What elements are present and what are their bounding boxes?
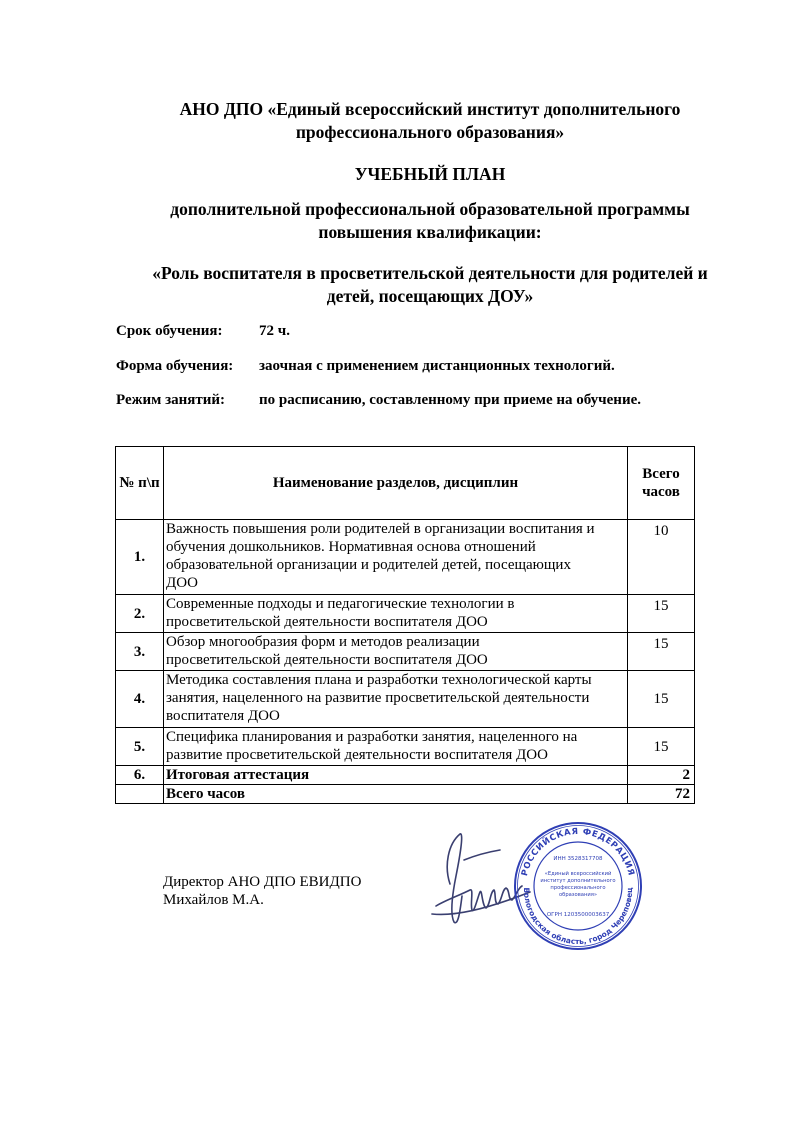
signer-position: Директор АНО ДПО ЕВИДПО [163, 874, 362, 890]
row-number: 3. [116, 633, 164, 671]
table-row [116, 595, 695, 633]
header-hours [628, 447, 695, 520]
total-hours: 72 [628, 785, 695, 804]
total-row [116, 785, 695, 804]
program-name [110, 262, 750, 308]
row-text-line: просветительской деятельности воспитателя ДОО [166, 652, 488, 668]
attestation-number: 6. [116, 766, 164, 785]
row-text-line: развитие просветительской деятельности воспитателя ДОО [166, 747, 548, 763]
schedule-value: по расписанию, составленному при приеме на обучение. [259, 392, 641, 408]
header-hours-line-2: часов [642, 484, 680, 500]
program-type [110, 198, 750, 244]
row-text-line: воспитателя ДОО [166, 708, 280, 724]
header-number: № п\п [116, 447, 164, 520]
row-section-name [164, 633, 628, 671]
row-text-line: просветительской деятельности воспитателя ДОО [166, 614, 488, 630]
header-hours-line-1: Всего [642, 466, 680, 482]
row-text-line: ДОО [166, 575, 198, 591]
seal-inn: ИНН 3528317708 [553, 856, 603, 862]
signature-stroke [436, 886, 522, 911]
study-form-label: Форма обучения: [116, 358, 234, 374]
seal-ogrn: ОГРН 1203500003637 [546, 912, 610, 918]
duration-value: 72 ч. [259, 323, 290, 339]
row-hours: 15 [628, 671, 695, 728]
attestation-row [116, 766, 695, 785]
seal-center-line: «Единый всероссийский [544, 871, 612, 877]
row-section-name [164, 728, 628, 766]
program-type-line-1: дополнительной профессиональной образовательной программы [170, 199, 690, 219]
row-section-name [164, 595, 628, 633]
signer-block [163, 873, 361, 909]
schedule-label: Режим занятий: [116, 392, 226, 408]
table-header-row [116, 447, 695, 520]
seal-center-line: образования» [558, 892, 598, 898]
organization-title [110, 98, 750, 144]
program-name-line-2: детей, посещающих ДОУ» [326, 286, 534, 306]
row-number: 2. [116, 595, 164, 633]
signature-stroke [464, 850, 500, 860]
row-text-line: обучения дошкольников. Нормативная основа отношений [166, 539, 536, 555]
row-text-line: Методика составления плана и разработки технологической карты [166, 672, 592, 688]
row-number: 1. [116, 520, 164, 595]
signature-stroke [447, 834, 462, 923]
study-form-value: заочная с применением дистанционных технологий. [259, 358, 615, 374]
row-text-line: образовательной организации и родителей детей, посещающих [166, 557, 571, 573]
attestation-hours: 2 [628, 766, 695, 785]
header-section-name: Наименование разделов, дисциплин [164, 447, 628, 520]
row-text-line: Важность повышения роли родителей в организации воспитания и [166, 521, 595, 537]
row-text-line: Специфика планирования и разработки занятия, нацеленного на [166, 729, 578, 745]
row-number: 5. [116, 728, 164, 766]
row-hours: 15 [628, 728, 695, 766]
row-text-line: Современные подходы и педагогические технологии в [166, 596, 515, 612]
organization-title-line-1: АНО ДПО «Единый всероссийский институт дополнительного [179, 99, 681, 119]
table-row [116, 728, 695, 766]
table-row [116, 633, 695, 671]
row-hours: 10 [628, 520, 695, 595]
organization-title-line-2: профессионального образования» [295, 122, 565, 142]
program-name-line-1: «Роль воспитателя в просветительской деятельности для родителей и [152, 263, 708, 283]
signer-name: Михайлов М.А. [163, 892, 264, 908]
row-text-line: занятия, нацеленного на развитие просветительской деятельности [166, 690, 590, 706]
seal-top-text: РОССИЙСКАЯ ФЕДЕРАЦИЯ [520, 826, 636, 878]
row-section-name [164, 520, 628, 595]
row-number: 4. [116, 671, 164, 728]
seal-bottom-text: Вологодская область, город Череповец [521, 887, 635, 947]
row-hours: 15 [628, 595, 695, 633]
curriculum-table [115, 446, 695, 804]
total-label: Всего часов [164, 785, 628, 804]
total-number-empty [116, 785, 164, 804]
attestation-name: Итоговая аттестация [164, 766, 628, 785]
row-hours: 15 [628, 633, 695, 671]
program-type-line-2: повышения квалификации: [318, 222, 542, 242]
seal-center-line: институт дополнительного [540, 878, 616, 884]
document-title: УЧЕБНЫЙ ПЛАН [354, 164, 506, 184]
duration-label: Срок обучения: [116, 323, 223, 339]
organization-seal [512, 820, 644, 952]
table-row [116, 520, 695, 595]
row-text-line: Обзор многообразия форм и методов реализации [166, 634, 480, 650]
table-row [116, 671, 695, 728]
row-section-name [164, 671, 628, 728]
seal-center-line: профессионального [550, 885, 606, 891]
